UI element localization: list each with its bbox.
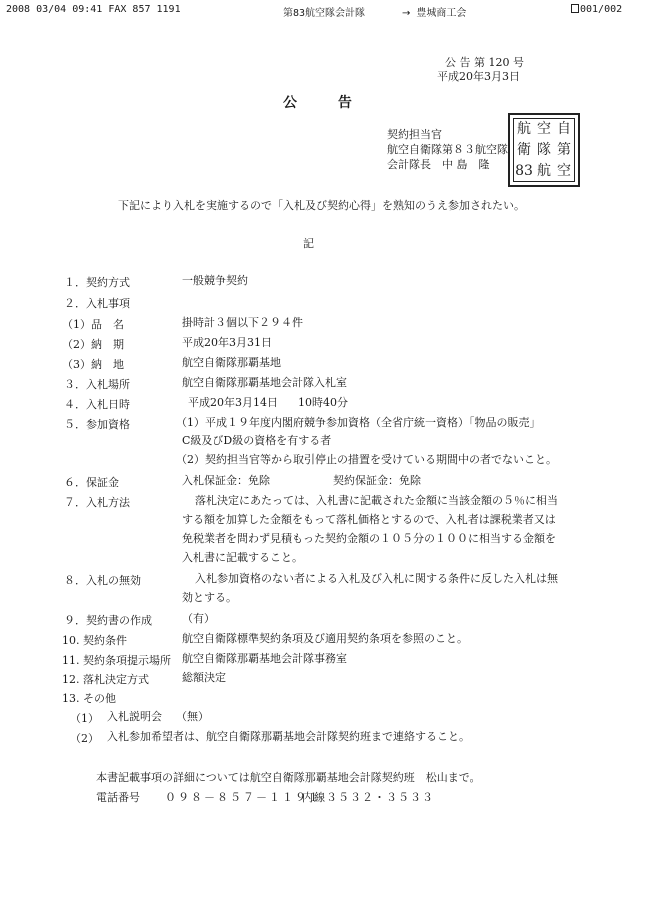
seal-glyph: 隊: [537, 141, 551, 158]
item-4-date: 平成20年3月14日: [188, 396, 278, 409]
notice-date: 平成20年3月3日: [437, 70, 520, 83]
item-1-label: １．契約方式: [64, 276, 130, 289]
item-11-value: 航空自衛隊那覇基地会計隊事務室: [182, 652, 347, 665]
item-2-1-label: （1）品 名: [62, 318, 124, 331]
seal-glyph: 自: [557, 121, 571, 138]
item-3-value: 航空自衛隊那覇基地会計隊入札室: [182, 376, 347, 389]
item-13-label: 13. その他: [62, 692, 116, 705]
item-2-label: ２．入札事項: [64, 297, 130, 310]
item-7-line-3: 免税業者を問わず見積もった契約金額の１０５分の１００に相当する金額を: [182, 532, 556, 545]
item-5-line-2: C級及びD級の資格を有する者: [182, 434, 332, 447]
phone-label: 電話番号: [96, 791, 140, 804]
seal-glyph: 航: [517, 121, 531, 138]
item-8-line-1: 入札参加資格のない者による入札及び入札に関する条件に反した入札は無: [195, 572, 558, 585]
fax-page-number: 001/002: [580, 4, 623, 15]
item-2-3-label: （3）納 地: [62, 358, 124, 371]
arrow-icon: →: [402, 8, 411, 19]
document-title: 公 告: [283, 95, 370, 111]
issuer-role: 契約担当官: [387, 128, 442, 141]
item-2-2-value: 平成20年3月31日: [182, 336, 272, 349]
item-5-line-1: （1）平成１９年度内閣府競争参加資格（全省庁統一資格）「物品の販売」: [176, 416, 541, 429]
item-2-1-value: 掛時計３個以下２９４件: [182, 316, 303, 329]
item-5-line-3: （2）契約担当官等から取引停止の措置を受けている期間中の者でないこと。: [176, 453, 557, 466]
seal-glyph: 空: [557, 162, 571, 179]
item-12-value: 総額決定: [182, 671, 226, 684]
item-13-1-text: 入札説明会: [107, 710, 162, 723]
item-5-label: ５．参加資格: [64, 418, 130, 431]
phone-extension: 内線３５３２・３５３３: [302, 791, 434, 804]
item-8-line-2: 効とする。: [182, 591, 237, 604]
item-7-line-4: 入札書に記載すること。: [182, 551, 303, 564]
item-8-label: ８．入札の無効: [64, 574, 141, 587]
notice-number: 公 告 第 120 号: [445, 56, 524, 69]
item-13-2-number: （2）: [70, 732, 99, 745]
item-3-label: ３．入札場所: [64, 378, 130, 391]
phone-number: ０９８－８５７－１１９１: [165, 791, 321, 804]
item-11-label: 11. 契約条項提示場所: [62, 654, 171, 667]
fax-sender: 第83航空隊会計隊: [283, 8, 366, 19]
item-6-contract-deposit: 契約保証金：免除: [333, 474, 421, 487]
seal-glyph: 空: [537, 121, 551, 138]
item-2-3-value: 航空自衛隊那覇基地: [182, 356, 281, 369]
item-7-label: ７．入札方法: [64, 496, 130, 509]
seal-glyph: 第: [557, 141, 571, 158]
item-2-2-label: （2）納 期: [62, 338, 124, 351]
item-6-label: ６．保証金: [64, 476, 119, 489]
item-4-time: 10時40分: [298, 396, 348, 409]
item-6-bid-deposit: 入札保証金：免除: [182, 474, 270, 487]
fax-timestamp: 2008 03/04 09:41 FAX 857 1191: [6, 4, 181, 15]
official-seal: [508, 113, 580, 187]
issuer-unit: 航空自衛隊第８３航空隊: [387, 143, 508, 156]
contact-text: 本書記載事項の詳細については航空自衛隊那覇基地会計隊契約班 松山まで。: [96, 771, 481, 784]
item-7-line-1: 落札決定にあたっては、入札書に記載された金額に当該金額の５％に相当: [195, 494, 558, 507]
seal-glyph: 83: [515, 162, 533, 179]
item-9-label: ９．契約書の作成: [64, 614, 152, 627]
issuer-name: 会計隊長 中 島 隆: [387, 158, 490, 171]
item-13-1-value: （無）: [176, 710, 209, 723]
ki-heading: 記: [303, 237, 314, 250]
fax-recipient: 豊城商工会: [416, 8, 467, 19]
fax-recipient-line: [402, 4, 466, 19]
item-13-1-number: （1）: [70, 712, 99, 725]
item-1-value: 一般競争契約: [182, 274, 248, 287]
item-4-label: ４．入札日時: [64, 398, 130, 411]
official-seal-characters: [513, 118, 575, 182]
item-10-value: 航空自衛隊標準契約条項及び適用契約条項を参照のこと。: [182, 632, 468, 645]
item-12-label: 12. 落札決定方式: [62, 673, 149, 686]
item-10-label: 10. 契約条件: [62, 634, 127, 647]
item-9-value: （有）: [182, 612, 215, 625]
seal-glyph: 衛: [517, 141, 531, 158]
fax-page: [571, 4, 622, 15]
fax-page-icon: [571, 4, 579, 13]
intro-text: 下記により入札を実施するので「入札及び契約心得」を熟知のうえ参加されたい。: [118, 199, 525, 212]
seal-glyph: 航: [537, 162, 551, 179]
item-13-2-text: 入札参加希望者は、航空自衛隊那覇基地会計隊契約班まで連絡すること。: [107, 730, 470, 743]
item-7-line-2: する額を加算した金額をもって落札価格とするので、入札者は課税業者又は: [182, 513, 556, 526]
